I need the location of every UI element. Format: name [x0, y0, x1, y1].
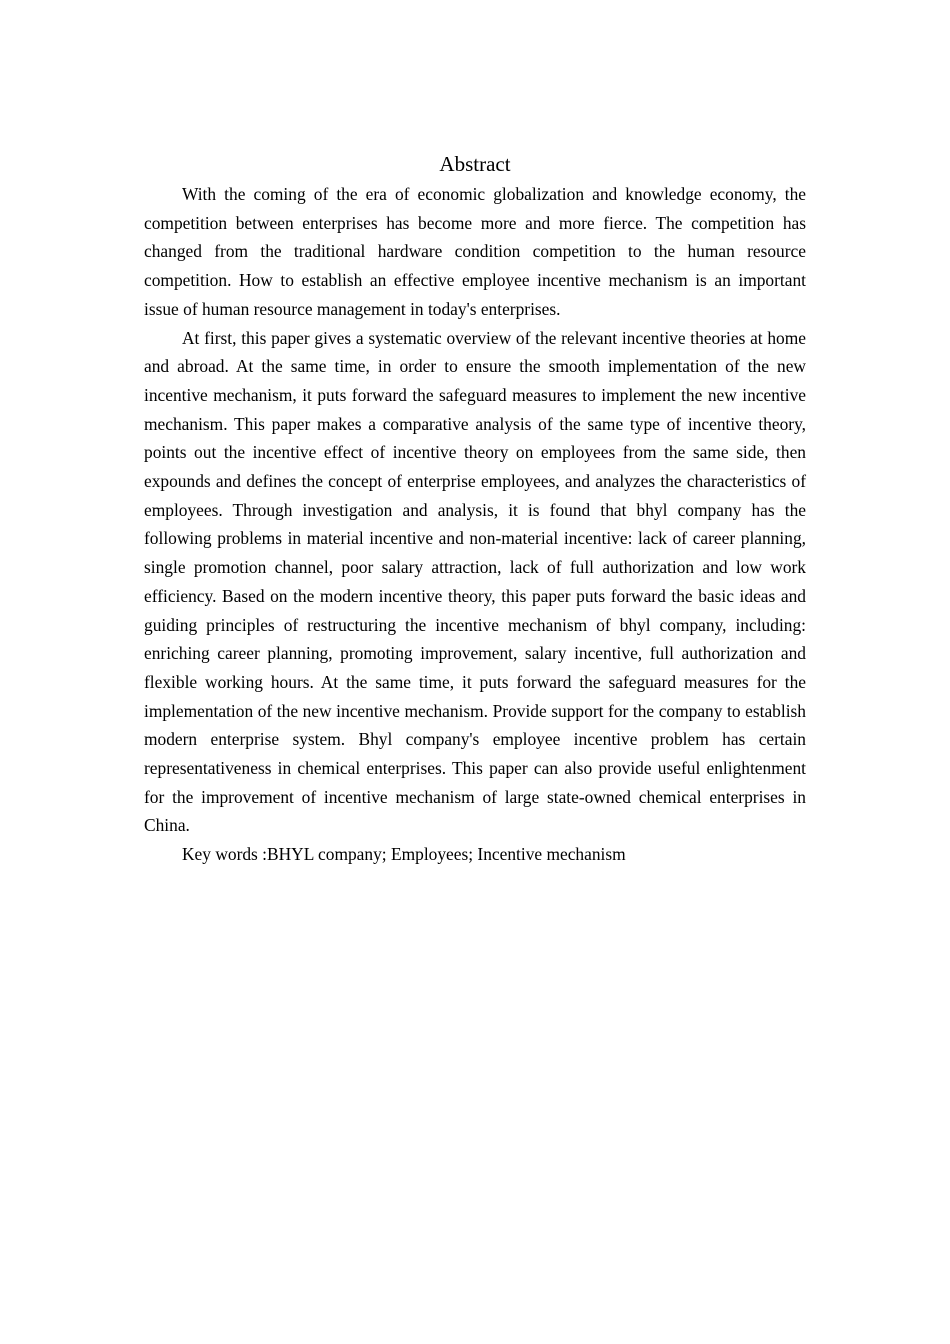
- abstract-paragraph-2: At first, this paper gives a systematic overview of the relevant incentive theories at home and abroad. At the same time, in order to ensure the smooth implementation of the new incentive mechanism, it puts forward the safeguard measures to implement the new incentive mechanism. This paper makes a comparative analysis of the same type of incentive theory, points out the incentive effect of incentive theory on employees from the same side, then expounds and defines the concept of enterprise employees, and analyzes the characteristics of employees. Through investigation and analysis, it is found that bhyl company has the following problems in material incentive and non-material incentive: lack of career planning, single promotion channel, poor salary attraction, lack of full authorization and low work efficiency. Based on the modern incentive theory, this paper puts forward the basic ideas and guiding principles of restructuring the incentive mechanism of bhyl company, including: enriching career planning, promoting improvement, salary incentive, full authorization and flexible working hours. At the same time, it puts forward the safeguard measures for the implementation of the new incentive mechanism. Provide support for the company to establish modern enterprise system. Bhyl company's employee incentive problem has certain representativeness in chemical enterprises. This paper can also provide useful enlightenment for the improvement of incentive mechanism of large state-owned chemical enterprises in China.: [144, 327, 806, 836]
- abstract-section: [144, 150, 806, 869]
- keywords-line: Key words :BHYL company; Employees; Incentive mechanism: [182, 844, 626, 865]
- abstract-title: Abstract: [439, 152, 511, 176]
- abstract-paragraph-1: With the coming of the era of economic globalization and knowledge economy, the competition between enterprises has become more and more fierce. The competition has changed from the traditional hardware condition competition to the human resource competition. How to establish an effective employee incentive mechanism is an important issue of human resource management in today's enterprises.: [144, 184, 806, 319]
